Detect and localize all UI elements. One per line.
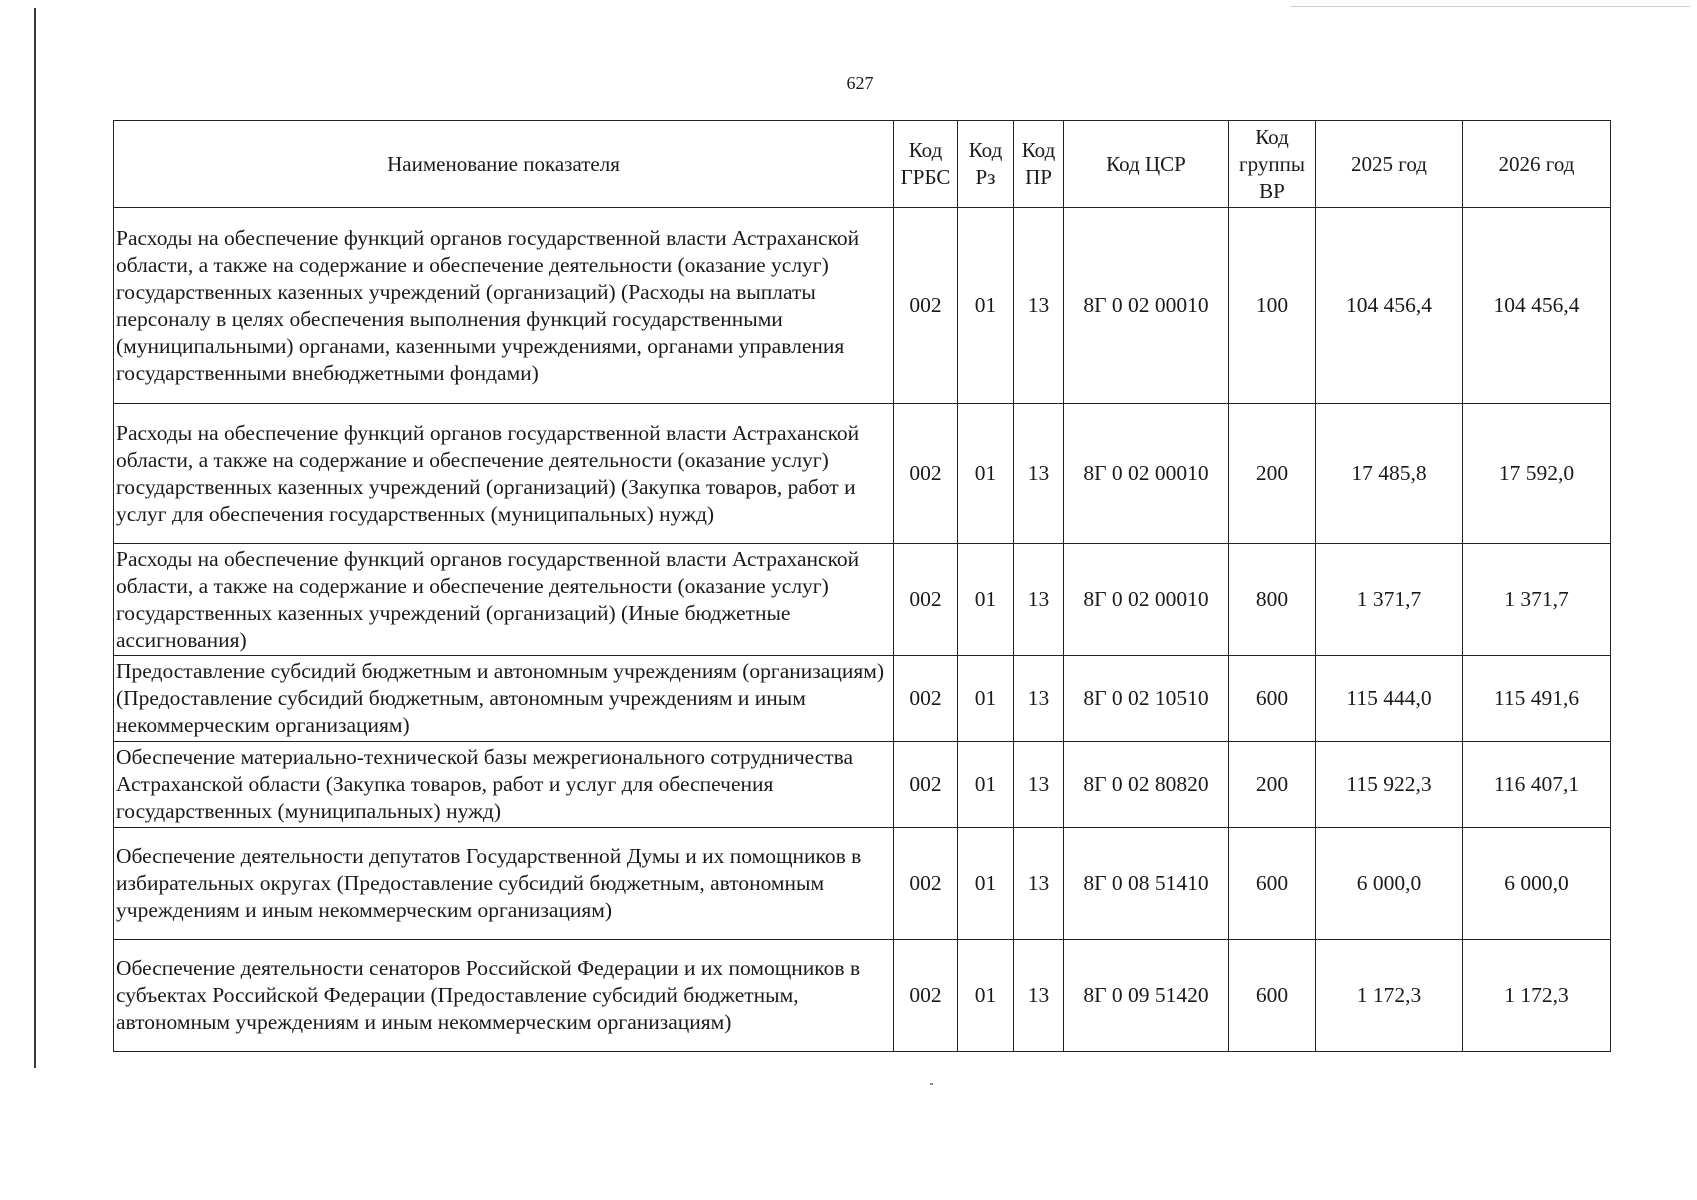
- cell-grbs: 002: [894, 742, 958, 828]
- cell-2026: 1 172,3: [1463, 940, 1611, 1052]
- cell-2025: 17 485,8: [1316, 404, 1463, 544]
- header-2025: 2025 год: [1316, 121, 1463, 208]
- table-row: [114, 828, 1611, 940]
- budget-table: [113, 120, 1611, 1052]
- budget-table-wrapper: [113, 120, 1610, 1052]
- header-name: Наименование показателя: [114, 121, 894, 208]
- cell-grbs: 002: [894, 208, 958, 404]
- cell-rz: 01: [958, 404, 1014, 544]
- table-row: [114, 544, 1611, 656]
- cell-vr: 600: [1229, 828, 1316, 940]
- header-rz: Код Рз: [958, 121, 1014, 208]
- cell-2025: 115 444,0: [1316, 656, 1463, 742]
- cell-vr: 200: [1229, 404, 1316, 544]
- scan-speck: [930, 1083, 933, 1085]
- cell-name: Обеспечение материально-технической базы межрегионального сотрудничества Астраханской области (Закупка товаров, работ и услуг для обеспечения государственных (муниципальных) нужд): [114, 742, 894, 828]
- cell-name: Расходы на обеспечение функций органов государственной власти Астраханской области, а также на содержание и обеспечение деятельности (оказание услуг) государственных казенных учреждений (организаций) (Иные бюджетные ассигнования): [114, 544, 894, 656]
- cell-2026: 115 491,6: [1463, 656, 1611, 742]
- left-margin-line: [34, 8, 36, 1068]
- table-row: [114, 656, 1611, 742]
- cell-csr: 8Г 0 08 51410: [1064, 828, 1229, 940]
- cell-2026: 17 592,0: [1463, 404, 1611, 544]
- cell-name: Обеспечение деятельности сенаторов Российской Федерации и их помощников в субъектах Российской Федерации (Предоставление субсидий бюджетным, автономным учреждениям и иным некоммерческим организациям): [114, 940, 894, 1052]
- cell-vr: 800: [1229, 544, 1316, 656]
- cell-rz: 01: [958, 742, 1014, 828]
- cell-vr: 600: [1229, 656, 1316, 742]
- cell-pr: 13: [1014, 656, 1064, 742]
- header-grbs: Код ГРБС: [894, 121, 958, 208]
- cell-name: Предоставление субсидий бюджетным и автономным учреждениям (организациям) (Предоставление субсидий бюджетным, автономным учреждениям и иным некоммерческим организациям): [114, 656, 894, 742]
- table-header-row: [114, 121, 1611, 208]
- cell-rz: 01: [958, 656, 1014, 742]
- cell-name: Расходы на обеспечение функций органов государственной власти Астраханской области, а также на содержание и обеспечение деятельности (оказание услуг) государственных казенных учреждений (организаций) (Расходы на выплаты персоналу в целях обеспечения выполнения функций государственными (муниципальными) органами, казенными учреждениями, органами управления государственными внебюджетными фондами): [114, 208, 894, 404]
- table-row: [114, 742, 1611, 828]
- cell-grbs: 002: [894, 828, 958, 940]
- cell-2025: 1 371,7: [1316, 544, 1463, 656]
- cell-pr: 13: [1014, 544, 1064, 656]
- cell-pr: 13: [1014, 404, 1064, 544]
- header-vr: Код группы ВР: [1229, 121, 1316, 208]
- cell-grbs: 002: [894, 404, 958, 544]
- cell-csr: 8Г 0 02 10510: [1064, 656, 1229, 742]
- cell-rz: 01: [958, 208, 1014, 404]
- cell-csr: 8Г 0 09 51420: [1064, 940, 1229, 1052]
- cell-2025: 6 000,0: [1316, 828, 1463, 940]
- cell-csr: 8Г 0 02 00010: [1064, 544, 1229, 656]
- cell-name: Расходы на обеспечение функций органов государственной власти Астраханской области, а также на содержание и обеспечение деятельности (оказание услуг) государственных казенных учреждений (организаций) (Закупка товаров, работ и услуг для обеспечения государственных (муниципальных) нужд): [114, 404, 894, 544]
- cell-grbs: 002: [894, 656, 958, 742]
- cell-vr: 100: [1229, 208, 1316, 404]
- cell-pr: 13: [1014, 742, 1064, 828]
- cell-2026: 104 456,4: [1463, 208, 1611, 404]
- table-row: [114, 404, 1611, 544]
- cell-pr: 13: [1014, 940, 1064, 1052]
- cell-2025: 115 922,3: [1316, 742, 1463, 828]
- header-csr: Код ЦСР: [1064, 121, 1229, 208]
- header-2026: 2026 год: [1463, 121, 1611, 208]
- cell-2026: 116 407,1: [1463, 742, 1611, 828]
- cell-rz: 01: [958, 940, 1014, 1052]
- cell-vr: 200: [1229, 742, 1316, 828]
- cell-rz: 01: [958, 544, 1014, 656]
- cell-2025: 1 172,3: [1316, 940, 1463, 1052]
- cell-pr: 13: [1014, 208, 1064, 404]
- page-number: 627: [846, 73, 874, 93]
- table-row: [114, 208, 1611, 404]
- cell-csr: 8Г 0 02 80820: [1064, 742, 1229, 828]
- cell-csr: 8Г 0 02 00010: [1064, 404, 1229, 544]
- cell-csr: 8Г 0 02 00010: [1064, 208, 1229, 404]
- cell-2025: 104 456,4: [1316, 208, 1463, 404]
- cell-pr: 13: [1014, 828, 1064, 940]
- cell-2026: 6 000,0: [1463, 828, 1611, 940]
- top-rule: [1290, 6, 1690, 7]
- table-row: [114, 940, 1611, 1052]
- cell-name: Обеспечение деятельности депутатов Государственной Думы и их помощников в избирательных округах (Предоставление субсидий бюджетным, автономным учреждениям и иным некоммерческим организациям): [114, 828, 894, 940]
- cell-rz: 01: [958, 828, 1014, 940]
- header-pr: Код ПР: [1014, 121, 1064, 208]
- cell-2026: 1 371,7: [1463, 544, 1611, 656]
- cell-vr: 600: [1229, 940, 1316, 1052]
- cell-grbs: 002: [894, 544, 958, 656]
- cell-grbs: 002: [894, 940, 958, 1052]
